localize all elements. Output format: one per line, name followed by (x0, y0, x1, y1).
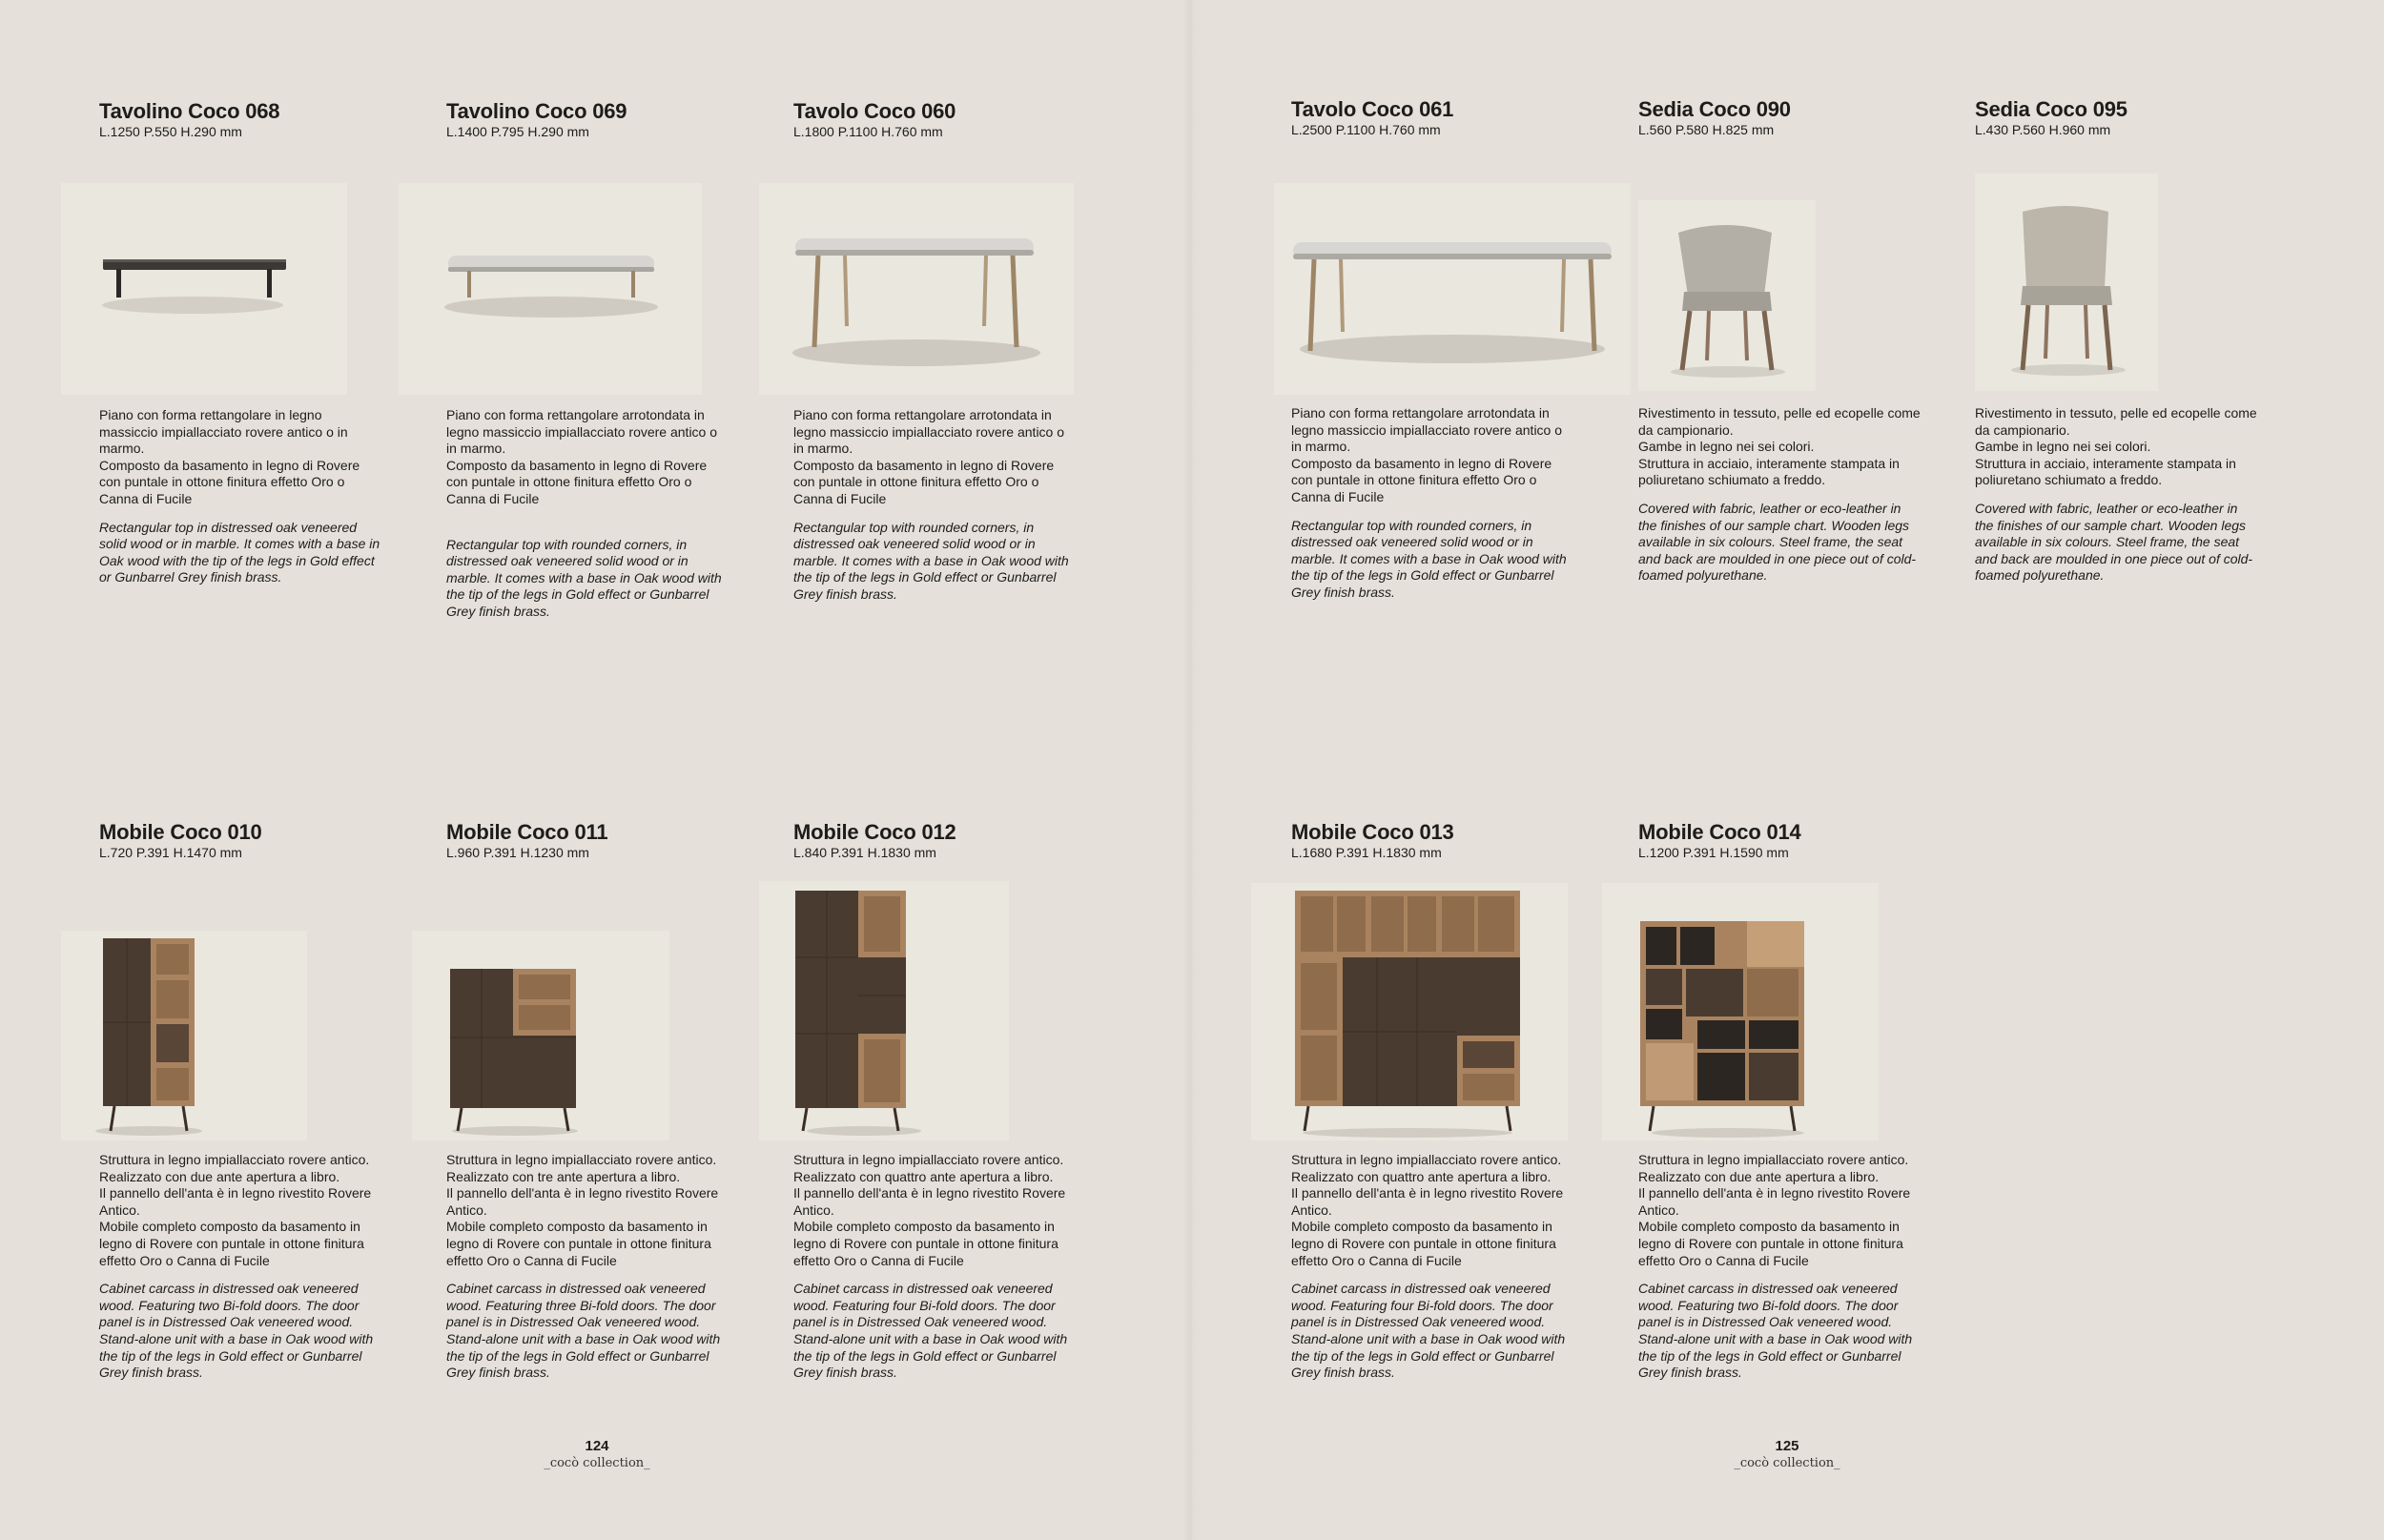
product-header-061 (1291, 97, 1596, 138)
product-dimensions: L.1680 P.391 H.1830 mm (1291, 845, 1442, 860)
desc-it-line: in marmo. (446, 441, 506, 457)
desc-it-line: Piano con forma rettangolare arrotondata in (1291, 405, 1550, 421)
desc-it-line: Antico. (446, 1201, 487, 1218)
desc-it-line: legno massiccio impiallacciato rovere antico o (793, 423, 1065, 440)
desc-it-line: Antico. (1291, 1201, 1332, 1218)
desc-it-line: Antico. (793, 1201, 834, 1218)
product-photo-chair-095 (1975, 174, 2158, 391)
desc-en-line: the tip of the legs in Gold effect or Gunbarrel (1291, 1347, 1554, 1364)
desc-it-line: effetto Oro o Canna di Fucile (793, 1252, 964, 1268)
product-title: Mobile Coco 013 (1291, 820, 1454, 844)
desc-en-line: or Gunbarrel Grey finish brass. (99, 569, 282, 585)
desc-it-line: legno di Rovere con puntale in ottone finitura (1638, 1235, 1903, 1251)
desc-it-line: da campionario. (1975, 421, 2070, 438)
desc-it-line: da campionario. (1638, 421, 1734, 438)
desc-en-line: distressed oak veneered solid wood or in (793, 536, 1036, 552)
product-title: Tavolo Coco 060 (793, 99, 956, 123)
product-header-060 (793, 99, 1099, 140)
desc-it-line: Antico. (1638, 1201, 1679, 1218)
desc-en-line: Covered with fabric, leather or eco-leather in (1975, 500, 2238, 516)
product-header-010 (99, 820, 404, 861)
desc-en-line: foamed polyurethane. (1638, 567, 1768, 584)
desc-it-line: effetto Oro o Canna di Fucile (446, 1252, 617, 1268)
desc-it-line: Rivestimento in tessuto, pelle ed ecopelle come (1975, 405, 2257, 421)
desc-it-line: Realizzato con due ante apertura a libro. (99, 1168, 340, 1184)
product-title: Tavolo Coco 061 (1291, 97, 1454, 121)
desc-en-line: the tip of the legs in Gold effect or Gunbarrel (1638, 1347, 1901, 1364)
desc-en-line: Grey finish brass. (1291, 1365, 1395, 1381)
desc-it-line: Struttura in legno impiallacciato rovere antico. (446, 1152, 717, 1167)
desc-it-line: Composto da basamento in legno di Rovere (793, 457, 1055, 473)
product-dimensions: L.840 P.391 H.1830 mm (793, 845, 936, 860)
desc-en-line: Grey finish brass. (99, 1365, 203, 1381)
desc-it-line: Mobile completo composto da basamento in (793, 1219, 1055, 1235)
desc-en-line: the tip of the legs in Gold effect or Gunbarrel (99, 1347, 362, 1364)
product-photo-cabinet-012 (759, 881, 1009, 1140)
product-dimensions: L.1250 P.550 H.290 mm (99, 124, 242, 139)
desc-en-line: Rectangular top with rounded corners, in (1291, 517, 1532, 533)
desc-it-line: Piano con forma rettangolare in legno (99, 407, 322, 422)
desc-it-line: Gambe in legno nei sei colori. (1638, 439, 1815, 455)
desc-en-line: Rectangular top with rounded corners, in (446, 536, 688, 552)
desc-en-line: Rectangular top in distressed oak veneered (99, 519, 358, 535)
desc-it-line: Struttura in legno impiallacciato rovere antico. (793, 1152, 1064, 1167)
desc-it-line: Realizzato con quattro ante apertura a libro. (1291, 1168, 1552, 1184)
desc-en-line: distressed oak veneered solid wood or in (446, 553, 688, 569)
product-dimensions: L.1200 P.391 H.1590 mm (1638, 845, 1789, 860)
desc-it-line: legno di Rovere con puntale in ottone finitura (1291, 1235, 1556, 1251)
desc-it-line: Struttura in acciaio, interamente stampata in (1975, 455, 2236, 471)
desc-en-line: the finishes of our sample chart. Wooden legs (1638, 517, 1910, 533)
desc-it-line: Canna di Fucile (793, 490, 887, 506)
desc-en-line: Stand-alone unit with a base in Oak wood with (99, 1330, 374, 1346)
product-description-012 (793, 1152, 1094, 1382)
collection-name-right: _cocò collection_ (1734, 1456, 1840, 1470)
desc-it-line: Gambe in legno nei sei colori. (1975, 439, 2151, 455)
desc-en-line: Stand-alone unit with a base in Oak wood with (793, 1330, 1068, 1346)
desc-it-line: effetto Oro o Canna di Fucile (1291, 1252, 1462, 1268)
product-description-011 (446, 1152, 747, 1382)
product-header-090 (1638, 97, 1943, 138)
desc-en-line: and back are moulded in one piece out of cold- (1975, 550, 2253, 566)
desc-en-line: available in six colours. Steel frame, the seat (1975, 534, 2240, 550)
desc-it-line: poliuretano schiumato a freddo. (1975, 472, 2163, 488)
desc-en-line: panel is in Distressed Oak veneered wood. (793, 1314, 1048, 1330)
desc-en-line: Rectangular top with rounded corners, in (793, 519, 1035, 535)
product-photo-cabinet-010 (61, 931, 307, 1140)
product-title: Mobile Coco 010 (99, 820, 262, 844)
desc-it-line: Mobile completo composto da basamento in (446, 1219, 708, 1235)
desc-it-line: Mobile completo composto da basamento in (1291, 1219, 1552, 1235)
product-photo-coffee-table-069 (399, 183, 702, 395)
product-photo-coffee-table-068 (61, 183, 347, 395)
product-title: Sedia Coco 090 (1638, 97, 1791, 121)
desc-it-line: massiccio impiallacciato rovere antico o in (99, 423, 348, 440)
product-dimensions: L.720 P.391 H.1470 mm (99, 845, 242, 860)
desc-en-line: solid wood or in marble. It comes with a base in (99, 536, 380, 552)
product-description-068 (99, 407, 400, 586)
desc-it-line: poliuretano schiumato a freddo. (1638, 472, 1826, 488)
desc-it-line: Struttura in legno impiallacciato rovere antico. (1638, 1152, 1909, 1167)
desc-it-line: Il pannello dell'anta è in legno rivestito Rovere (446, 1185, 719, 1201)
desc-it-line: Realizzato con quattro ante apertura a libro. (793, 1168, 1054, 1184)
desc-en-line: Cabinet carcass in distressed oak veneered (446, 1281, 706, 1297)
product-photo-cabinet-013 (1251, 883, 1568, 1140)
desc-en-line: panel is in Distressed Oak veneered wood. (1638, 1314, 1893, 1330)
product-title: Tavolino Coco 069 (446, 99, 627, 123)
desc-it-line: Composto da basamento in legno di Rovere (446, 457, 708, 473)
product-dimensions: L.560 P.580 H.825 mm (1638, 122, 1775, 137)
page-number-left: 124 (585, 1438, 609, 1454)
desc-en-line: wood. Featuring two Bi-fold doors. The door (1638, 1297, 1899, 1313)
desc-it-line: Realizzato con due ante apertura a libro. (1638, 1168, 1880, 1184)
desc-en-line: the tip of the legs in Gold effect or Gunbarrel (793, 1347, 1057, 1364)
desc-it-line: Piano con forma rettangolare arrotondata in (446, 407, 705, 422)
product-dimensions: L.1400 P.795 H.290 mm (446, 124, 589, 139)
desc-en-line: wood. Featuring four Bi-fold doors. The door (1291, 1297, 1553, 1313)
product-dimensions: L.960 P.391 H.1230 mm (446, 845, 589, 860)
product-title: Mobile Coco 012 (793, 820, 956, 844)
desc-it-line: Il pannello dell'anta è in legno rivestito Rovere (1291, 1185, 1564, 1201)
product-dimensions: L.1800 P.1100 H.760 mm (793, 124, 943, 139)
desc-it-line: in marmo. (1291, 439, 1351, 455)
desc-en-line: wood. Featuring three Bi-fold doors. The door (446, 1297, 716, 1313)
desc-en-line: the tip of the legs in Gold effect or Gunbarrel (1291, 567, 1554, 584)
desc-it-line: Piano con forma rettangolare arrotondata in (793, 407, 1052, 422)
desc-it-line: legno di Rovere con puntale in ottone finitura (446, 1235, 711, 1251)
desc-it-line: effetto Oro o Canna di Fucile (99, 1252, 270, 1268)
desc-en-line: Oak wood with the tip of the legs in Gold effect (99, 552, 375, 568)
desc-en-line: Stand-alone unit with a base in Oak wood with (1291, 1330, 1566, 1346)
product-header-014 (1638, 820, 1943, 861)
product-title: Mobile Coco 011 (446, 820, 608, 844)
desc-en-line: available in six colours. Steel frame, the seat (1638, 534, 1903, 550)
desc-en-line: Covered with fabric, leather or eco-leather in (1638, 500, 1901, 516)
desc-it-line: Mobile completo composto da basamento in (99, 1219, 360, 1235)
product-description-014 (1638, 1152, 1939, 1382)
desc-en-line: Stand-alone unit with a base in Oak wood with (446, 1330, 721, 1346)
desc-en-line: Cabinet carcass in distressed oak veneered (99, 1281, 359, 1297)
product-photo-dining-table-060 (759, 183, 1074, 395)
desc-it-line: Struttura in acciaio, interamente stampata in (1638, 455, 1900, 471)
desc-it-line: legno di Rovere con puntale in ottone finitura (99, 1235, 364, 1251)
desc-en-line: Grey finish brass. (1638, 1365, 1742, 1381)
product-dimensions: L.2500 P.1100 H.760 mm (1291, 122, 1441, 137)
desc-en-line: Cabinet carcass in distressed oak veneered (1291, 1281, 1551, 1297)
page-number-right: 125 (1775, 1438, 1799, 1454)
product-photo-cabinet-011 (412, 931, 669, 1140)
desc-it-line: con puntale in ottone finitura effetto Oro o (99, 474, 345, 490)
product-header-095 (1975, 97, 2280, 138)
desc-it-line: Rivestimento in tessuto, pelle ed ecopelle come (1638, 405, 1921, 421)
product-description-013 (1291, 1152, 1592, 1382)
desc-it-line: legno massiccio impiallacciato rovere antico o (1291, 421, 1563, 438)
desc-en-line: the tip of the legs in Gold effect or Gunbarrel (446, 1347, 709, 1364)
product-photo-dining-table-061 (1274, 183, 1631, 395)
desc-it-line: Il pannello dell'anta è in legno rivestito Rovere (99, 1185, 372, 1201)
desc-it-line: Il pannello dell'anta è in legno rivestito Rovere (1638, 1185, 1911, 1201)
desc-it-line: Struttura in legno impiallacciato rovere antico. (99, 1152, 370, 1167)
desc-en-line: wood. Featuring two Bi-fold doors. The door (99, 1297, 360, 1313)
product-header-069 (446, 99, 751, 140)
desc-it-line: con puntale in ottone finitura effetto Oro o (793, 474, 1039, 490)
product-photo-chair-090 (1638, 200, 1816, 391)
desc-it-line: Composto da basamento in legno di Rovere (1291, 455, 1552, 471)
desc-en-line: distressed oak veneered solid wood or in (1291, 534, 1533, 550)
product-description-061 (1291, 405, 1592, 602)
desc-en-line: the tip of the legs in Gold effect or Gunbarrel (793, 569, 1057, 585)
product-header-013 (1291, 820, 1596, 861)
product-title: Sedia Coco 095 (1975, 97, 2127, 121)
desc-it-line: legno di Rovere con puntale in ottone finitura (793, 1235, 1058, 1251)
desc-it-line: Canna di Fucile (446, 490, 540, 506)
product-title: Mobile Coco 014 (1638, 820, 1801, 844)
desc-en-line: foamed polyurethane. (1975, 567, 2105, 584)
desc-en-line: Cabinet carcass in distressed oak veneered (1638, 1281, 1898, 1297)
product-description-095 (1975, 405, 2275, 585)
desc-it-line: Mobile completo composto da basamento in (1638, 1219, 1900, 1235)
desc-en-line: the tip of the legs in Gold effect or Gunbarrel (446, 586, 709, 603)
desc-it-line: effetto Oro o Canna di Fucile (1638, 1252, 1809, 1268)
desc-en-line: Cabinet carcass in distressed oak veneered (793, 1281, 1053, 1297)
desc-it-line: con puntale in ottone finitura effetto Oro o (446, 474, 692, 490)
desc-en-line: the finishes of our sample chart. Wooden legs (1975, 517, 2247, 533)
product-dimensions: L.430 P.560 H.960 mm (1975, 122, 2111, 137)
product-header-068 (99, 99, 404, 140)
desc-en-line: Grey finish brass. (793, 585, 897, 602)
product-description-090 (1638, 405, 1939, 585)
product-description-060 (793, 407, 1094, 604)
desc-en-line: Stand-alone unit with a base in Oak wood with (1638, 1330, 1913, 1346)
desc-en-line: marble. It comes with a base in Oak wood with (446, 569, 722, 585)
desc-it-line: in marmo. (793, 441, 853, 457)
page-gutter (1182, 0, 1202, 1540)
desc-en-line: panel is in Distressed Oak veneered wood. (99, 1314, 354, 1330)
collection-name-left: _cocò collection_ (544, 1456, 650, 1470)
desc-en-line: marble. It comes with a base in Oak wood with (793, 552, 1069, 568)
desc-it-line: Antico. (99, 1201, 140, 1218)
desc-en-line: marble. It comes with a base in Oak wood with (1291, 550, 1567, 566)
desc-en-line: Grey finish brass. (446, 1365, 550, 1381)
desc-it-line: Realizzato con tre ante apertura a libro. (446, 1168, 681, 1184)
desc-en-line: panel is in Distressed Oak veneered wood. (1291, 1314, 1546, 1330)
desc-it-line: con puntale in ottone finitura effetto Oro o (1291, 472, 1537, 488)
desc-it-line: Il pannello dell'anta è in legno rivestito Rovere (793, 1185, 1066, 1201)
desc-it-line: Canna di Fucile (1291, 488, 1385, 504)
desc-en-line: Grey finish brass. (446, 603, 550, 619)
product-header-012 (793, 820, 1099, 861)
product-title: Tavolino Coco 068 (99, 99, 280, 123)
desc-en-line: Grey finish brass. (793, 1365, 897, 1381)
product-description-010 (99, 1152, 400, 1382)
desc-en-line: and back are moulded in one piece out of cold- (1638, 550, 1917, 566)
desc-it-line: Struttura in legno impiallacciato rovere antico. (1291, 1152, 1562, 1167)
desc-it-line: Composto da basamento in legno di Rovere (99, 457, 360, 473)
product-header-011 (446, 820, 751, 861)
desc-it-line: marmo. (99, 441, 145, 457)
product-photo-cabinet-014 (1602, 883, 1879, 1140)
desc-it-line: legno massiccio impiallacciato rovere antico o (446, 423, 718, 440)
desc-en-line: wood. Featuring four Bi-fold doors. The door (793, 1297, 1056, 1313)
desc-en-line: Grey finish brass. (1291, 584, 1395, 600)
product-description-069 (446, 407, 747, 621)
desc-it-line: Canna di Fucile (99, 490, 193, 506)
desc-en-line: panel is in Distressed Oak veneered wood. (446, 1314, 701, 1330)
